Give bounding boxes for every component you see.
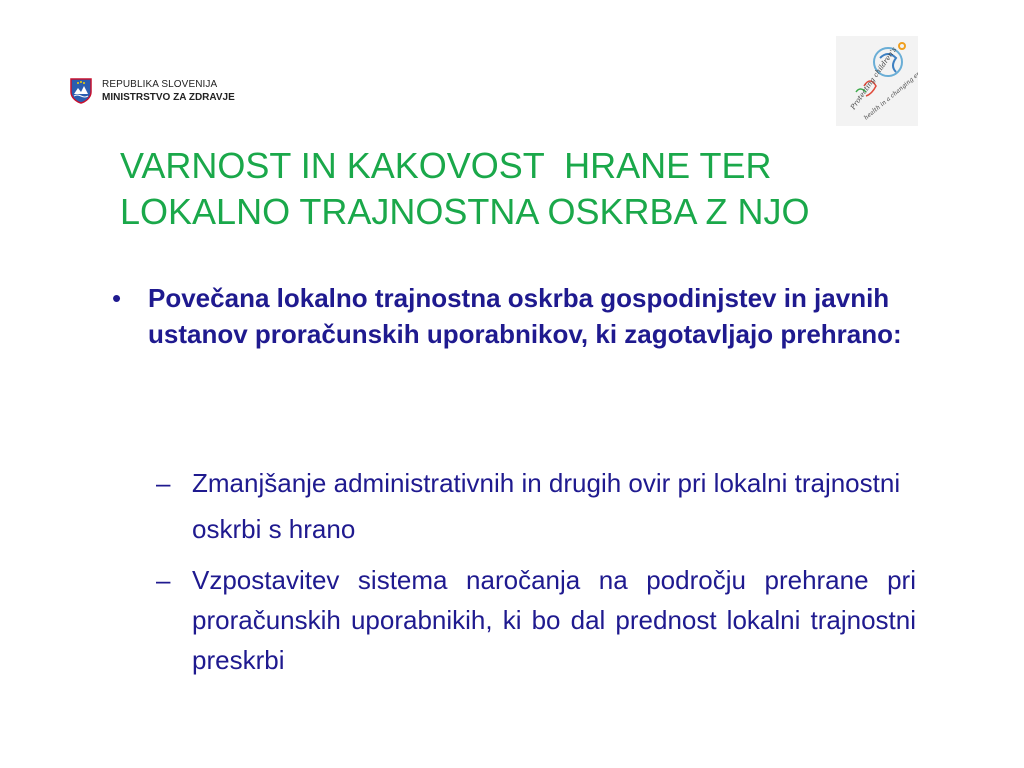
bullet-marker: • xyxy=(112,283,122,313)
slide-title xyxy=(120,143,940,235)
sub-bullet-2-text: Vzpostavitev sistema naročanja na področju prehrane pri proračunskih uporabnikih, ki bo dal prednost lokalni trajnostni preskrbi xyxy=(192,565,916,675)
sub-bullet-1-text: Zmanjšanje administrativnih in drugih ovir pri lokalni trajnostni oskrbi s hrano xyxy=(192,468,901,544)
sub-bullet-marker: – xyxy=(156,565,171,595)
title-line-1: VARNOST IN KAKOVOST HRANE TER xyxy=(120,145,772,186)
sub-bullet-2 xyxy=(156,560,916,680)
main-bullet-text: Povečana lokalno trajnostna oskrba gospodinjstev in javnih ustanov proračunskih uporabnikov, ki zagotavljajo prehrano: xyxy=(148,283,902,349)
ministry-logo xyxy=(70,78,235,104)
main-bullet xyxy=(112,280,912,352)
children-health-logo xyxy=(836,36,918,126)
sub-bullet-1 xyxy=(156,460,916,552)
slovenia-crest-icon xyxy=(70,78,92,104)
sub-bullet-marker: – xyxy=(156,468,171,498)
ministry-name: MINISTRSTVO ZA ZDRAVJE xyxy=(102,92,235,103)
ministry-country: REPUBLIKA SLOVENIJA xyxy=(102,79,218,90)
logo-text-1: Protecting children's xyxy=(849,45,899,112)
title-line-2: LOKALNO TRAJNOSTNA OSKRBA Z NJO xyxy=(120,191,810,232)
